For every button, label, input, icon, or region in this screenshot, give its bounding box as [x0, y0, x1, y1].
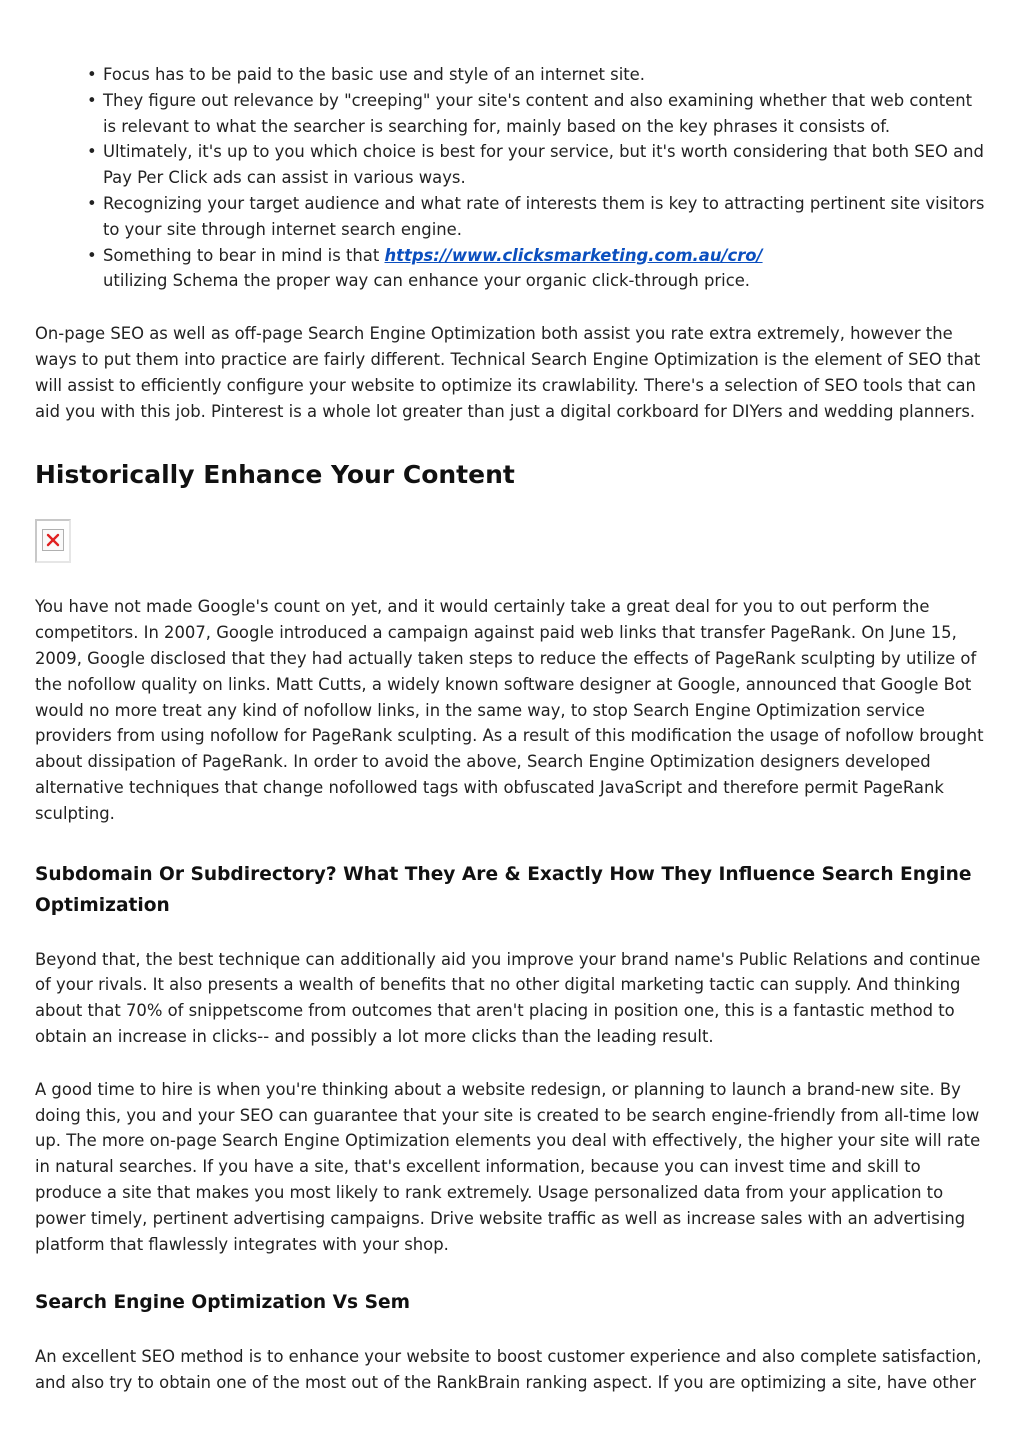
- broken-image-icon: [42, 529, 64, 551]
- list-item: • Ultimately, it's up to you which choice is best for your service, but it's worth considering that both SEO and Pay Per Click ads can assist in various ways.: [103, 139, 989, 191]
- clicksmarketing-link[interactable]: https://www.clicksmarketing.com.au/cro/: [384, 245, 763, 265]
- paragraph: A good time to hire is when you're thinking about a website redesign, or planning to launch a brand-new site. By doing this, you and your SEO can guarantee that your site is created to be search engine-friendly from all-time low up. The more on-page Search Engine Optimization elements you deal with effectively, the higher your site will rate in natural searches. If you have a site, that's excellent information, because you can invest time and skill to produce a site that makes you most likely to rank extremely. Usage personalized data from your application to power timely, pertinent advertising campaigns. Drive website traffic as well as increase sales with an advertising platform that flawlessly integrates with your shop.: [35, 1079, 981, 1254]
- paragraph: Beyond that, the best technique can additionally aid you improve your brand name's Public Relations and continue of your rivals. It also presents a wealth of benefits that no other digital marketing tactic can supply. And thinking about that 70% of snippetscome from outcomes that aren't placing in position one, this is a fantastic method to obtain an increase in clicks-- and possibly a lot more clicks than the leading result.: [35, 949, 981, 1046]
- paragraph: An excellent SEO method is to enhance your website to boost customer experience and also complete satisfaction, and also try to obtain one of the most out of the RankBrain ranking aspect. If you are optimizing a site, have other: [35, 1347, 982, 1393]
- intro-paragraph: On-page SEO as well as off-page Search Engine Optimization both assist you rate extra extremely, however the ways to put them into practice are fairly different. Technical Search Engine Optimization is the element of SEO that will assist to efficiently configure your website to optimize its crawlability. There's a selection of SEO tools that can aid you with this job. Pinterest is a whole lot greater than just a digital corkboard for DIYers and wedding planners.: [35, 324, 981, 421]
- list-item: • Recognizing your target audience and what rate of interests them is key to attracting pertinent site visitors to your site through internet search engine.: [103, 191, 989, 243]
- list-item: • Focus has to be paid to the basic use and style of an internet site.: [103, 62, 989, 88]
- bullet-list: [35, 62, 989, 294]
- section-heading: Subdomain Or Subdirectory? What They Are & Exactly How They Influence Search Engine Optimization: [35, 863, 972, 916]
- section-heading: Search Engine Optimization Vs Sem: [35, 1292, 410, 1314]
- list-item: [103, 243, 989, 295]
- list-item-text: utilizing Schema the proper way can enhance your organic click-through price.: [103, 271, 751, 291]
- section-heading: Historically Enhance Your Content: [35, 460, 515, 490]
- paragraph: You have not made Google's count on yet, and it would certainly take a great deal for you to out perform the competitors. In 2007, Google introduced a campaign against paid web links that transfer PageRank. On June 15, 2009, Google disclosed that they had actually taken steps to reduce the effects of PageRank sculpting by utilize of the nofollow quality on links. Matt Cutts, a widely known software designer at Google, announced that Google Bot would no more treat any kind of nofollow links, in the same way, to stop Search Engine Optimization service providers from using nofollow for PageRank sculpting. As a result of this modification the usage of nofollow brought about dissipation of PageRank. In order to avoid the above, Search Engine Optimization designers developed alternative techniques that change nofollowed tags with obfuscated JavaScript and therefore permit PageRank sculpting.: [35, 597, 984, 823]
- list-item-text: Something to bear in mind is that: [103, 245, 385, 265]
- list-item: • They figure out relevance by "creeping" your site's content and also examining whether that web content is relevant to what the searcher is searching for, mainly based on the key phrases it consists of.: [103, 88, 989, 140]
- broken-image: [35, 519, 71, 563]
